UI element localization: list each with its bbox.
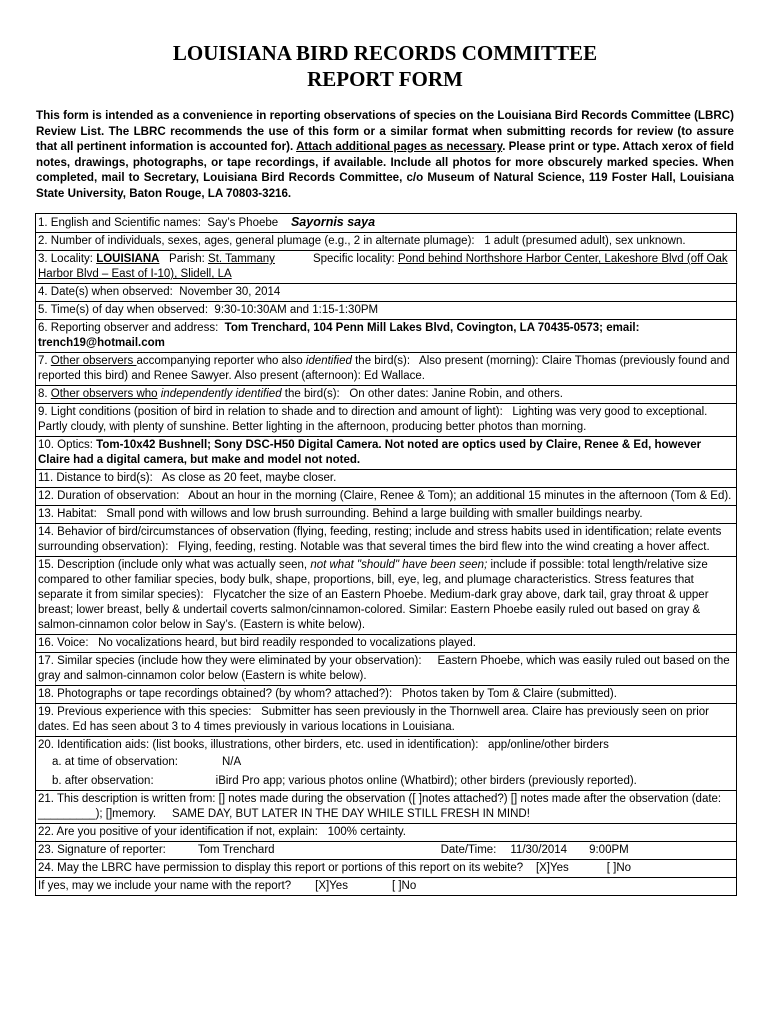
field-answer[interactable]: app/online/other birders (488, 739, 609, 751)
field-label: 12. Duration of observation: (38, 490, 180, 502)
field-optics (36, 437, 736, 470)
field-label: 6. Reporting observer and address: (38, 322, 219, 334)
intro-underlined: Attach additional pages as necessary (296, 140, 503, 153)
field-behavior (36, 524, 736, 557)
field-answer[interactable]: No vocalizations heard, but bird readily responded to vocalizations played. (98, 637, 476, 649)
field-label-end: the bird(s): (281, 388, 340, 400)
field-dates (36, 284, 736, 302)
field-independent-observers (36, 386, 736, 404)
field-description-source (36, 791, 736, 824)
field-label: 23. Signature of reporter: (38, 844, 166, 856)
field-number: 8. (38, 388, 51, 400)
field-label-end: include if possible: total length/relative size compared to other familiar species, body bulk, shape, proportions, bill, eye, leg, and plumage characteristics. Stress features that separate it from similar species): (38, 559, 708, 601)
state-value[interactable]: LOUISIANA (96, 253, 160, 265)
field-similar-species (36, 653, 736, 686)
field-label: 3. Locality: (38, 253, 93, 265)
field-times (36, 302, 736, 320)
field-species-names (36, 214, 736, 233)
field-aids-at-observation (36, 754, 736, 771)
field-previous-experience (36, 704, 736, 737)
field-answer[interactable]: Photos taken by Tom & Claire (submitted). (401, 688, 617, 700)
field-answer[interactable]: Tom Trenchard, 104 Penn Mill Lakes Blvd, Covington, LA 70435-0573; email: trench19@hotmail.com (38, 322, 640, 349)
field-light-conditions (36, 404, 736, 437)
field-answer[interactable]: Lighting was very good to exceptional. Partly cloudy, with plenty of sunshine. Better lighting in the afternoon, producing better photos than morning. (38, 406, 708, 433)
field-voice (36, 635, 736, 653)
field-answer[interactable]: SAME DAY, BUT LATER IN THE DAY WHILE STILL FRESH IN MIND! (172, 808, 530, 820)
field-number: 7. (38, 355, 51, 367)
field-label: a. at time of observation: (52, 756, 178, 768)
parish-label: Parish: (169, 253, 205, 265)
field-label: 9. Light conditions (position of bird in relation to shade and to direction and amount of light): (38, 406, 503, 418)
field-label: 4. Date(s) when observed: (38, 286, 173, 298)
time-value[interactable]: 9:00PM (589, 844, 629, 856)
field-aids-after-observation (36, 771, 736, 791)
permission-no-checkbox[interactable]: [ ]No (606, 862, 632, 874)
field-signature (36, 842, 736, 860)
field-label: 14. Behavior of bird/circumstances of observation (flying, feeding, resting; include and stress habits used in identification; relate events surrounding observation): (38, 526, 722, 553)
field-individuals (36, 233, 736, 251)
field-label-italic: identified (305, 355, 352, 367)
field-label: 22. Are you positive of your identification if not, explain: (38, 826, 318, 838)
field-label-end: the bird(s): (351, 355, 411, 367)
field-answer[interactable]: About an hour in the morning (Claire, Renee & Tom); an additional 15 minutes in the afternoon (Tom & Ed). (188, 490, 732, 502)
field-label-italic: independently identified (157, 388, 282, 400)
field-label: b. after observation: (52, 775, 154, 787)
field-answer[interactable]: Small pond with willows and low brush surrounding. Behind a large building with smaller buildings nearby. (106, 508, 643, 520)
field-identification-aids (36, 737, 736, 754)
intro-paragraph (36, 108, 734, 201)
form-title: LOUISIANA BIRD RECORDS COMMITTEE (172, 41, 598, 65)
report-form (35, 213, 737, 896)
field-label: 24. May the LBRC have permission to display this report or portions of this report on its webite? (38, 862, 524, 874)
scientific-name[interactable]: Sayornis saya (290, 215, 376, 229)
field-label-end: ); []memory. (95, 808, 157, 820)
field-label: 11. Distance to bird(s): (38, 472, 153, 484)
field-label: 18. Photographs or tape recordings obtained? (by whom? attached?): (38, 688, 393, 700)
name-yes-checkbox[interactable]: [X]Yes (315, 880, 348, 892)
date-value[interactable]: 11/30/2014 (510, 844, 568, 856)
signature-value[interactable]: Tom Trenchard (197, 844, 275, 856)
intro-text-2: . Please print or type. Attach xerox of field notes, drawings, photographs, or tape recordings, if available. Include all photos for more obscurely marked species. When completed, mail to Secretary, Louisiana Bird Records Committee, c/o Museum of Natural Science, 119 Foster Hall, Louisiana State University, Baton Rouge, LA 70803-3216. (36, 140, 734, 200)
field-answer[interactable]: Also present (morning): Claire Thomas (previously found and reported this bird) and Renee Sawyer. Also present (afternoon): Ed Wallace. (38, 355, 730, 382)
field-display-permission (36, 860, 736, 878)
specific-locality-value[interactable]: Pond behind Northshore Harbor Center, Lakeshore Blvd (off Oak Harbor Blvd – East of I-10), Slidell, LA (38, 253, 728, 280)
english-name[interactable]: Say’s Phoebe (207, 217, 279, 229)
field-answer[interactable]: As close as 20 feet, maybe closer. (161, 472, 337, 484)
field-answer[interactable]: 100% certainty. (327, 826, 407, 838)
field-label-underlined: Other observers (50, 355, 137, 367)
field-photographs (36, 686, 736, 704)
field-answer[interactable]: N/A (221, 756, 242, 768)
field-label: If yes, may we include your name with the report? (38, 880, 292, 892)
field-answer[interactable]: Flycatcher the size of an Eastern Phoebe. Medium-dark gray above, dark tail, gray throat & upper breast; lower breast, belly & undertail coverts salmon/cinnamon-colored. Similar: Eastern Phoebe easily ruled out based on gray & salmon-cinnamon color below in Say’s. (Eastern is white below). (38, 589, 709, 631)
field-label: 5. Time(s) of day when observed: (38, 304, 209, 316)
permission-yes-checkbox[interactable]: [X]Yes (535, 862, 569, 874)
field-label: 10. Optics: (38, 439, 93, 451)
form-subtitle: REPORT FORM (307, 67, 463, 91)
field-answer[interactable]: 9:30-10:30AM and 1:15-1:30PM (214, 304, 379, 316)
field-duration (36, 488, 736, 506)
field-label: 1. English and Scientific names: (38, 217, 202, 229)
field-answer[interactable]: iBird Pro app; various photos online (Whatbird); other birders (previously reported). (215, 775, 637, 787)
name-no-checkbox[interactable]: [ ]No (391, 880, 417, 892)
field-name-permission (36, 878, 736, 896)
field-label-underlined: Other observers who (50, 388, 158, 400)
datetime-label: Date/Time: (440, 844, 497, 856)
field-answer[interactable]: Submitter has seen previously in the Thornwell area. Claire has previously seen on prior dates. Ed has seen about 3 to 4 times previously in various locations in Louisiana. (38, 706, 709, 733)
field-reporting-observer (36, 320, 736, 353)
specific-locality-label: Specific locality: (312, 253, 395, 265)
field-answer[interactable]: November 30, 2014 (179, 286, 281, 298)
field-certainty (36, 824, 736, 842)
field-label: 15. Description (include only what was actually seen, (38, 559, 311, 571)
field-label: 17. Similar species (include how they were eliminated by your observation): (38, 655, 422, 667)
field-answer[interactable]: On other dates: Janine Robin, and others. (349, 388, 563, 400)
intro-text: This form is intended as a convenience in reporting observations of species on the Louisiana Bird Records Committee (LBRC) Review List. The LBRC recommends the use of this form or a similar format when submitting records for review (to assure that all pertinent information is accounted for). (36, 109, 734, 153)
field-label-italic: not what "should" have been seen; (310, 559, 488, 571)
field-label: accompanying reporter who also (136, 355, 306, 367)
field-other-observers (36, 353, 736, 386)
field-label: 16. Voice: (38, 637, 89, 649)
field-answer[interactable]: Eastern Phoebe, which was easily ruled out based on the gray and salmon-cinnamon color below (Eastern is white below). (38, 655, 730, 682)
date-blank[interactable]: _________ (38, 808, 96, 820)
field-label: 21. This description is written from: [] notes made during the observation ([ ]notes attached?) [] notes made after the observation (date: (38, 793, 722, 805)
field-label: 20. Identification aids: (list books, illustrations, other birders, etc. used in identification): (38, 739, 479, 751)
field-habitat (36, 506, 736, 524)
field-answer[interactable]: 1 adult (presumed adult), sex unknown. (484, 235, 686, 247)
field-description (36, 557, 736, 635)
field-answer[interactable]: Tom-10x42 Bushnell; Sony DSC-H50 Digital Camera. Not noted are optics used by Claire, Renee & Ed, however Claire had a digital camera, but make and model not noted. (38, 439, 702, 466)
field-label: 2. Number of individuals, sexes, ages, general plumage (e.g., 2 in alternate plumage): (38, 235, 475, 247)
field-distance (36, 470, 736, 488)
parish-value[interactable]: St. Tammany (208, 253, 275, 265)
field-locality (36, 251, 736, 284)
field-label: 19. Previous experience with this species: (38, 706, 252, 718)
field-answer[interactable]: Flying, feeding, resting. Notable was that several times the bird flew into the wind creating a hover affect. (178, 541, 710, 553)
field-label: 13. Habitat: (38, 508, 97, 520)
